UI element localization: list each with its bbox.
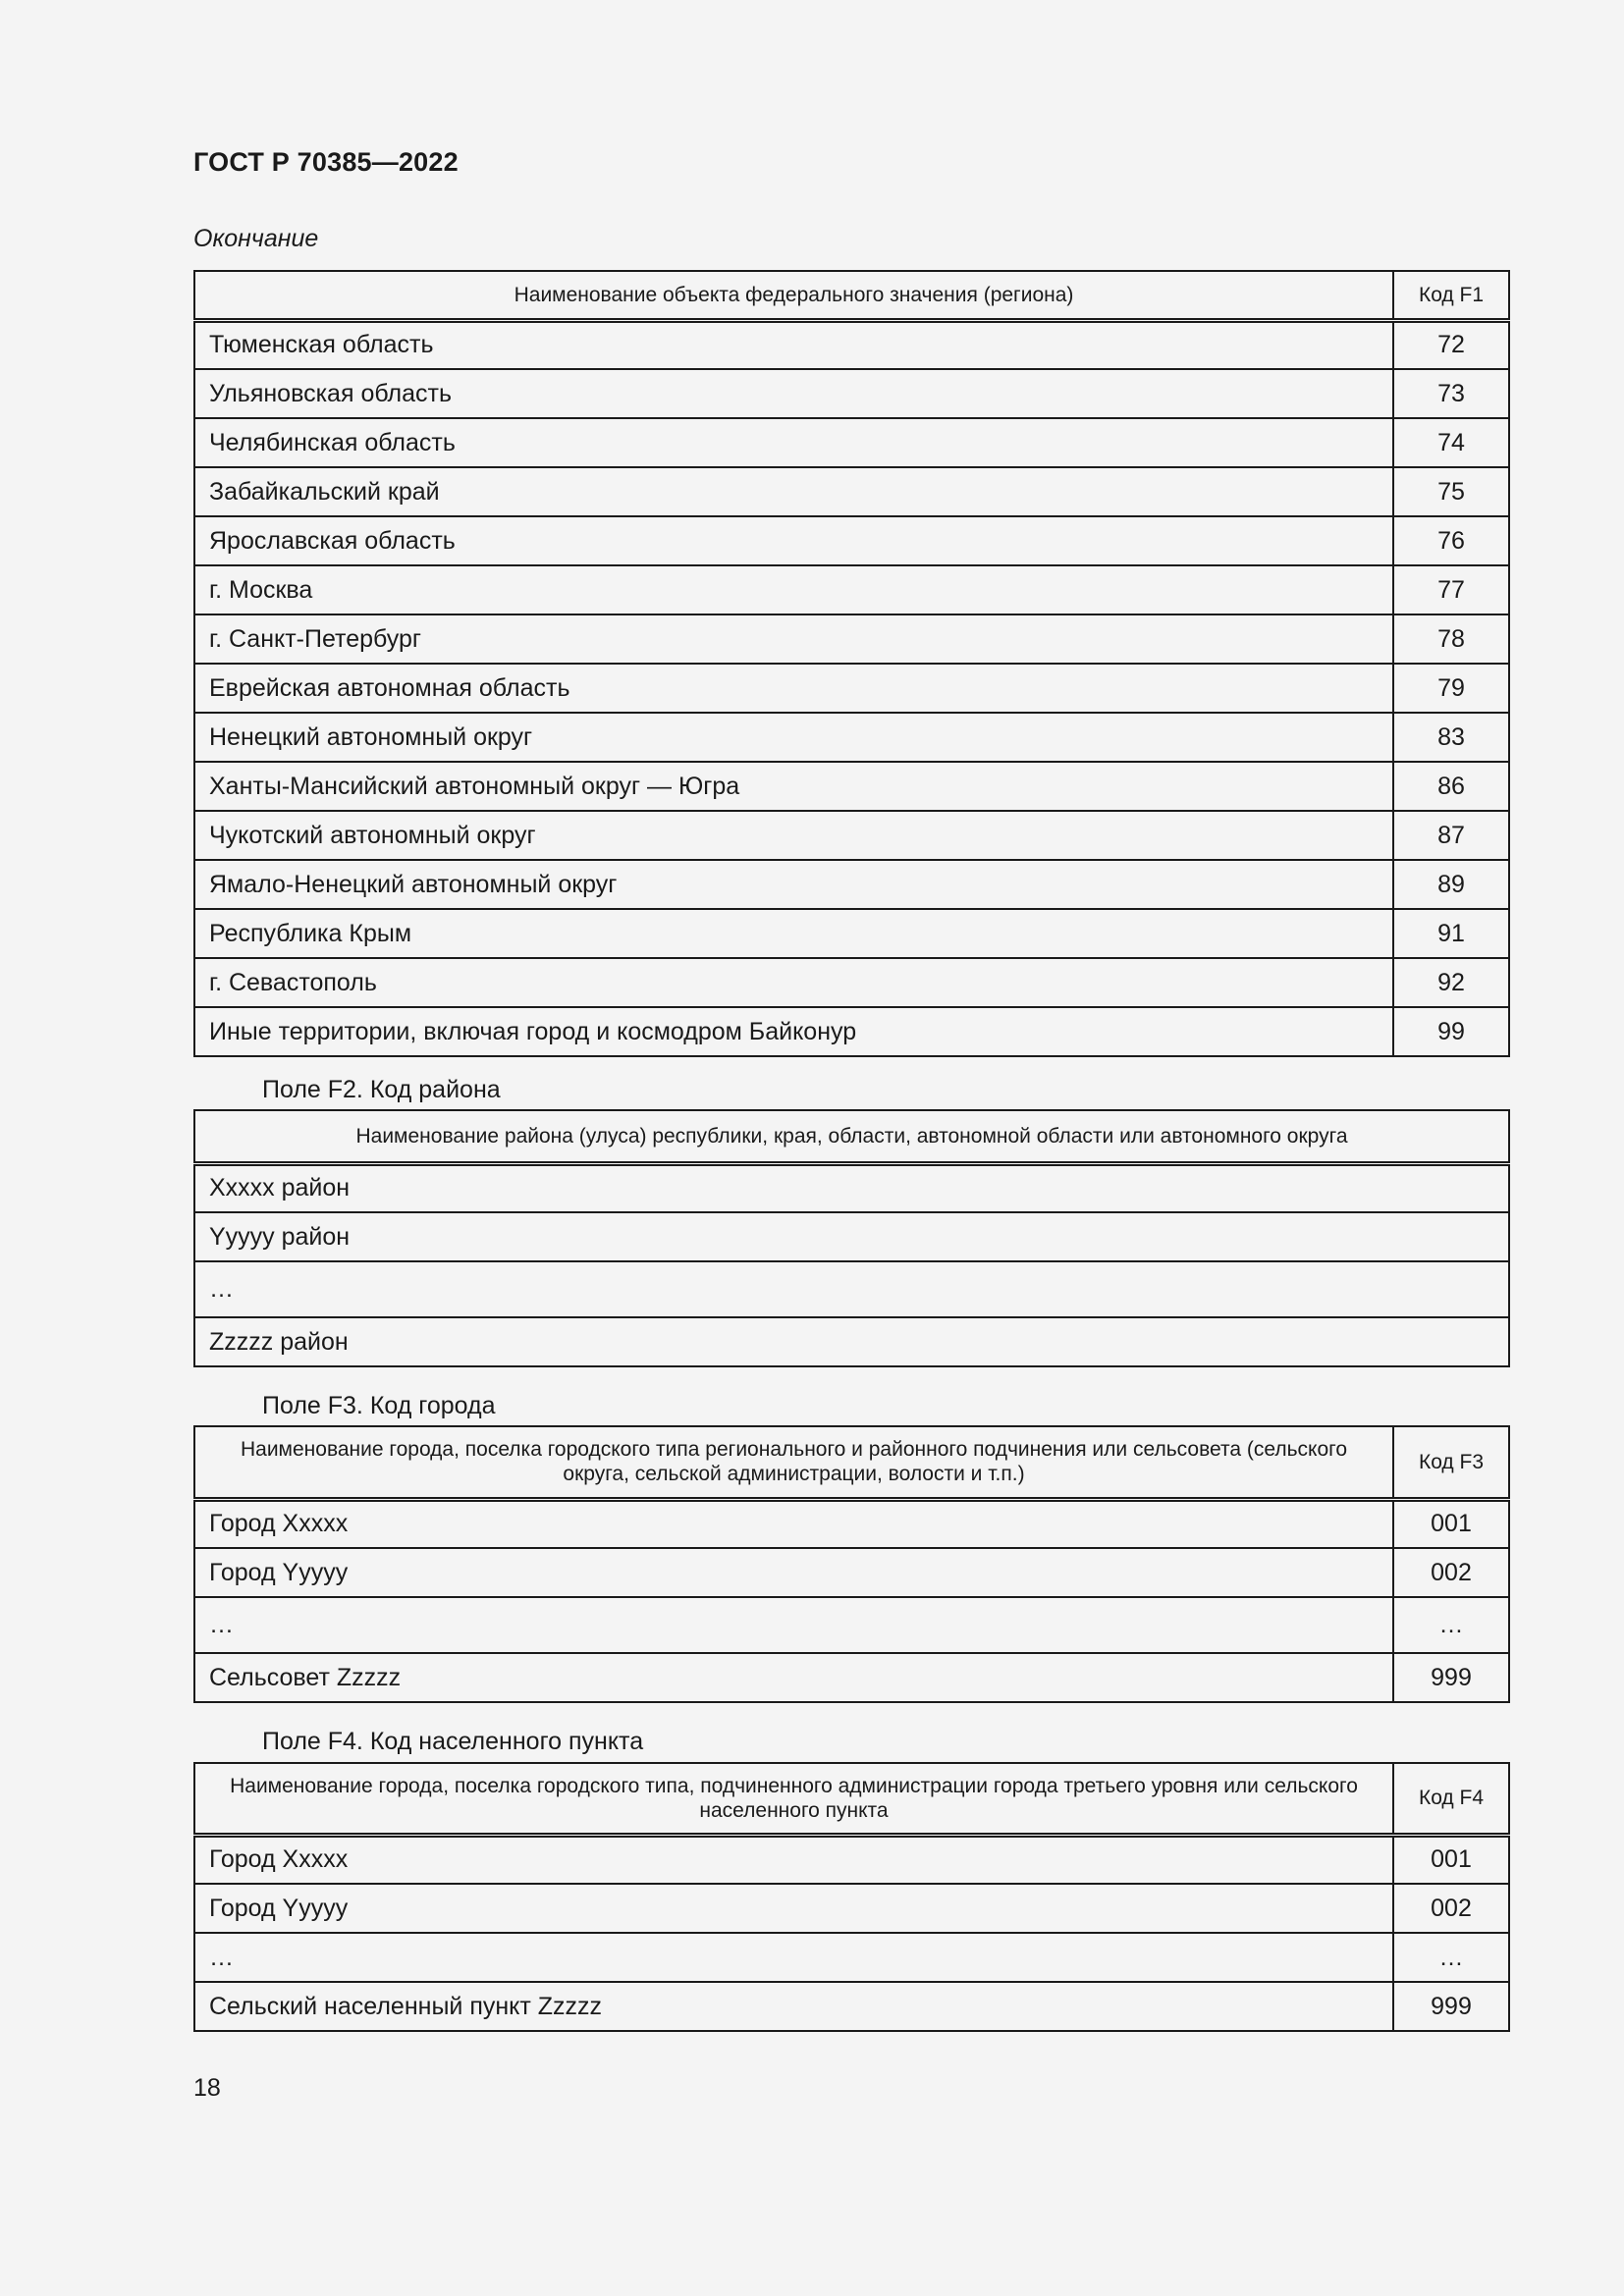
table-row [194,909,1509,958]
cell-name: Республика Крым [194,909,1393,958]
table-row [194,1933,1509,1982]
cell-code: 73 [1393,369,1509,418]
cell-name: Yyyyy район [194,1212,1509,1261]
table-f2-header [194,1110,1509,1163]
table-row [194,467,1509,516]
cell-name: Еврейская автономная область [194,664,1393,713]
table-row [194,1007,1509,1056]
cell-code: 999 [1393,1982,1509,2031]
cell-code: 99 [1393,1007,1509,1056]
table-row [194,1163,1509,1212]
col-header-name: Наименование объекта федерального значения (региона) [194,271,1393,320]
cell-code: 002 [1393,1884,1509,1933]
page-number: 18 [193,2074,221,2102]
cell-name: Тюменская область [194,320,1393,369]
table-f1-regions [193,270,1510,1057]
col-header-code: Код F1 [1393,271,1509,320]
cell-name: Ярославская область [194,516,1393,565]
cell-code: 002 [1393,1548,1509,1597]
table-row [194,811,1509,860]
col-header-name: Наименование района (улуса) республики, края, области, автономной области или автономного округа [194,1110,1509,1163]
cell-name: Город Yyyyy [194,1884,1393,1933]
table-row [194,1548,1509,1597]
cell-name: Ямало-Ненецкий автономный округ [194,860,1393,909]
table-row [194,1261,1509,1317]
table-row [194,1835,1509,1884]
col-header-name: Наименование города, поселка городского типа, подчиненного администрации города третьего уровня или сельского населенного пункта [194,1763,1393,1835]
cell-name: Xxxxx район [194,1163,1509,1212]
col-header-code: Код F3 [1393,1426,1509,1499]
document-id: ГОСТ Р 70385—2022 [193,147,459,177]
table-row [194,418,1509,467]
col-header-name: Наименование города, поселка городского типа регионального и районного подчинения или сельсовета (сельского округа, сельской администрации, волости и т.п.) [194,1426,1393,1499]
table-f3-header [194,1426,1509,1499]
table-row [194,860,1509,909]
cell-code: 74 [1393,418,1509,467]
col-header-code: Код F4 [1393,1763,1509,1835]
cell-code: … [1393,1933,1509,1982]
table-f3-cities [193,1425,1510,1703]
table-row [194,1499,1509,1548]
cell-name: Город Xxxxx [194,1499,1393,1548]
cell-code: … [1393,1597,1509,1653]
cell-name: … [194,1261,1509,1317]
cell-name: г. Москва [194,565,1393,614]
cell-name: Ханты-Мансийский автономный округ — Югра [194,762,1393,811]
table-row [194,614,1509,664]
cell-name: Челябинская область [194,418,1393,467]
cell-code: 001 [1393,1835,1509,1884]
caption-f2: Поле F2. Код района [262,1076,501,1103]
cell-name: Город Xxxxx [194,1835,1393,1884]
table-row [194,320,1509,369]
table-f1-header [194,271,1509,320]
cell-code: 72 [1393,320,1509,369]
cell-name: … [194,1933,1393,1982]
table-row [194,1597,1509,1653]
cell-name: Zzzzz район [194,1317,1509,1366]
table-row [194,1653,1509,1702]
caption-f4: Поле F4. Код населенного пункта [262,1728,644,1755]
table-row [194,1884,1509,1933]
cell-code: 75 [1393,467,1509,516]
cell-code: 76 [1393,516,1509,565]
cell-name: Сельский населенный пункт Zzzzz [194,1982,1393,2031]
cell-name: … [194,1597,1393,1653]
cell-name: Ульяновская область [194,369,1393,418]
caption-f3: Поле F3. Код города [262,1392,496,1419]
cell-code: 77 [1393,565,1509,614]
table-row [194,762,1509,811]
cell-code: 001 [1393,1499,1509,1548]
cell-name: Иные территории, включая город и космодром Байконур [194,1007,1393,1056]
cell-name: Чукотский автономный округ [194,811,1393,860]
cell-code: 92 [1393,958,1509,1007]
cell-name: Город Yyyyy [194,1548,1393,1597]
cell-code: 78 [1393,614,1509,664]
cell-code: 91 [1393,909,1509,958]
cell-code: 83 [1393,713,1509,762]
cell-name: Сельсовет Zzzzz [194,1653,1393,1702]
table-row [194,565,1509,614]
cell-code: 89 [1393,860,1509,909]
cell-name: Забайкальский край [194,467,1393,516]
cell-code: 87 [1393,811,1509,860]
cell-code: 86 [1393,762,1509,811]
table-f4-settlements [193,1762,1510,2032]
table-f2-districts [193,1109,1510,1367]
table-row [194,369,1509,418]
table-f4-header [194,1763,1509,1835]
cell-code: 79 [1393,664,1509,713]
cell-name: г. Севастополь [194,958,1393,1007]
table-row [194,1317,1509,1366]
continuation-label: Окончание [193,225,319,252]
table-row [194,1212,1509,1261]
cell-name: г. Санкт-Петербург [194,614,1393,664]
table-row [194,1982,1509,2031]
table-row [194,958,1509,1007]
table-row [194,516,1509,565]
table-row [194,713,1509,762]
cell-code: 999 [1393,1653,1509,1702]
table-row [194,664,1509,713]
cell-name: Ненецкий автономный округ [194,713,1393,762]
